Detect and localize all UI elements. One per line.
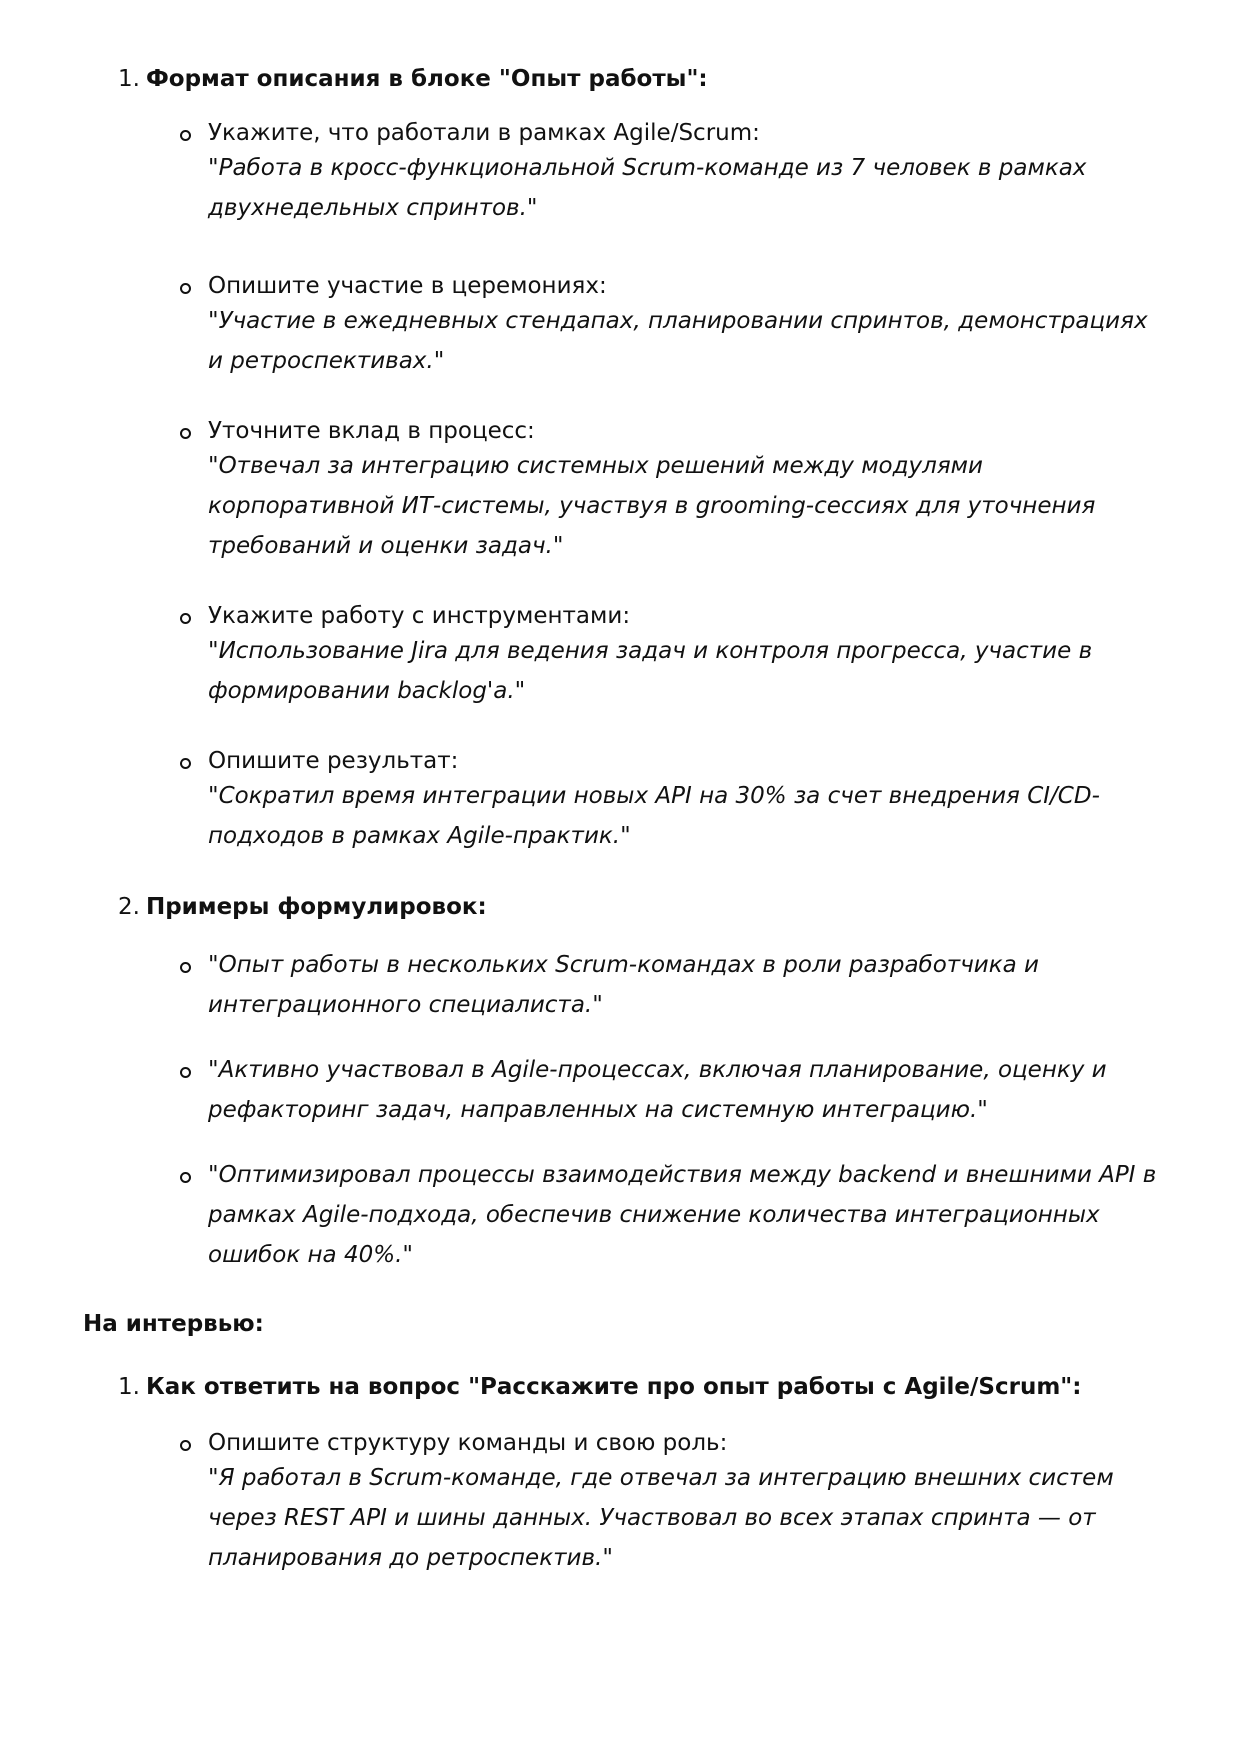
list-item <box>208 950 1168 1025</box>
list-item <box>208 1160 1168 1275</box>
numbered-item-answer <box>118 1372 1082 1402</box>
list-item <box>208 118 1168 228</box>
item-number: 1. <box>118 66 140 92</box>
bullet-quote: "Оптимизировал процессы взаимодействия между backend и внешними API в рамках Agile-подхода, обеспечив снижение количества интеграционных ошибок на 40%." <box>208 1162 1157 1268</box>
bullet-intro: Укажите, что работали в рамках Agile/Scrum: <box>208 120 760 146</box>
list-item <box>208 271 1168 381</box>
bullet-intro: Уточните вклад в процесс: <box>208 418 535 444</box>
item-number: 2. <box>118 894 140 920</box>
bullet-quote: "Сократил время интеграции новых API на 30% за счет внедрения CI/CD-подходов в рамках Agile-практик." <box>208 783 1100 849</box>
item-number: 1. <box>118 1374 140 1400</box>
list-item <box>208 1055 1168 1130</box>
bullet-quote: "Использование Jira для ведения задач и контроля прогресса, участие в формировании backlog'а." <box>208 638 1093 704</box>
item-title: Как ответить на вопрос "Расскажите про опыт работы с Agile/Scrum": <box>145 1374 1082 1400</box>
bullet-circle-icon <box>180 1440 191 1451</box>
bullet-circle-icon <box>180 962 191 973</box>
bullet-intro: Опишите участие в церемониях: <box>208 273 607 299</box>
bullet-intro: Опишите структуру команды и свою роль: <box>208 1430 728 1456</box>
bullet-circle-icon <box>180 428 191 439</box>
item-title: Примеры формулировок: <box>145 894 487 920</box>
list-item <box>208 1428 1168 1578</box>
bullet-circle-icon <box>180 130 191 141</box>
bullet-quote: "Опыт работы в нескольких Scrum-командах в роли разработчика и интеграционного специалиста." <box>208 952 1039 1018</box>
list-item <box>208 601 1168 711</box>
bullet-quote: "Я работал в Scrum-команде, где отвечал за интеграцию внешних систем через REST API и шины данных. Участвовал во всех этапах спринта — от планирования до ретроспектив." <box>208 1465 1114 1571</box>
bullet-quote: "Работа в кросс-функциональной Scrum-команде из 7 человек в рамках двухнедельных спринтов." <box>208 155 1087 221</box>
numbered-item-format <box>118 64 708 94</box>
numbered-item-examples <box>118 892 487 922</box>
item-title: Формат описания в блоке "Опыт работы": <box>145 66 708 92</box>
section-heading-interview: На интервью: <box>83 1311 264 1337</box>
bullet-circle-icon <box>180 1067 191 1078</box>
bullet-quote: "Активно участвовал в Agile-процессах, включая планирование, оценку и рефакторинг задач, направленных на системную интеграцию." <box>208 1057 1107 1123</box>
list-item <box>208 416 1168 566</box>
bullet-intro: Укажите работу с инструментами: <box>208 603 631 629</box>
list-item <box>208 746 1168 856</box>
bullet-circle-icon <box>180 613 191 624</box>
bullet-circle-icon <box>180 1172 191 1183</box>
bullet-quote: "Участие в ежедневных стендапах, планировании спринтов, демонстрациях и ретроспективах." <box>208 308 1148 374</box>
bullet-quote: "Отвечал за интеграцию системных решений между модулями корпоративной ИТ-системы, участвуя в grooming-сессиях для уточнения требований и оценки задач." <box>208 453 1096 559</box>
bullet-circle-icon <box>180 758 191 769</box>
bullet-intro: Опишите результат: <box>208 748 459 774</box>
bullet-circle-icon <box>180 283 191 294</box>
